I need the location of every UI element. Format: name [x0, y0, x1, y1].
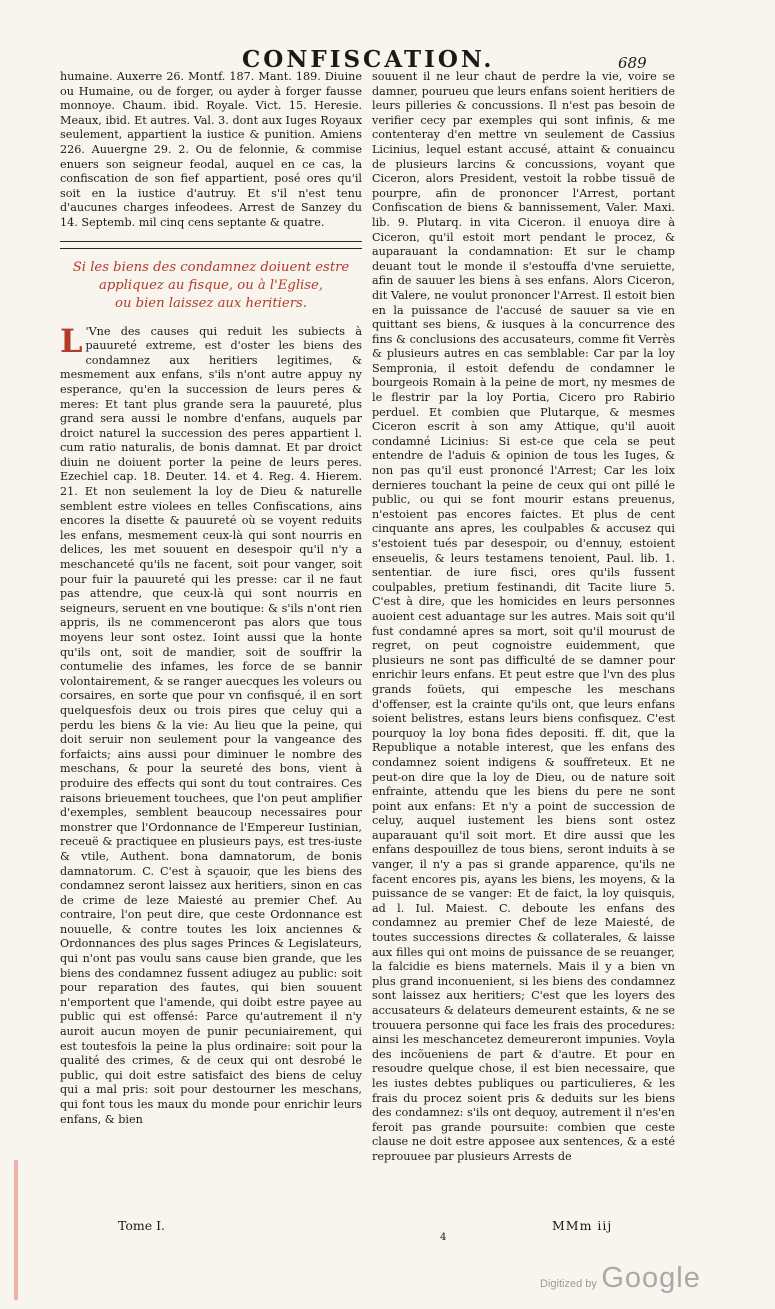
digitized-watermark — [540, 1262, 701, 1295]
section-heading-line-1: Si les biens des condamnez doiuent estre — [72, 259, 350, 275]
watermark-by: Digitized by — [540, 1278, 597, 1290]
left-body-paragraph — [60, 321, 362, 1128]
section-divider — [60, 241, 362, 249]
right-column — [372, 70, 675, 1165]
red-margin-stain — [14, 1160, 18, 1300]
left-body-text: 'Vne des causes qui reduit les subiects à pauureté extreme, est d'oster les biens des condamnez aux heritiers legitimes, & mesmement aux enfans, s'ils n'ont autre appuy ny esperance, qu'en la succession de leurs peres & meres: Et tant plus grande sera la pauureté, plus grand sera aussi le nombre d'enfans, auquels par droict naturel la succession des peres appartient l. cum ratio naturalis, de bonis damnat. Et par droict diuin ne doiuent porter la peine de leurs peres. Ezechiel cap. 18. Deuter. 14. et 4. Reg. 4. Hierem. 21. Et non seulement la loy de Dieu & naturelle semblent estre violees en telles Confiscations, ains encores la disette & pauureté où se voyent reduits les enfans, mesmement ceux-là qui sont nourris en delices, les met souuent en desespoir qu'il n'y a meschanceté qu'ils ne facent, soit pour vanger, soit pour fuir la pauureté qui les presse: car il ne faut pas attendre, que ceux-là qui sont nourris en seigneurs, seruent en vne boutique: & s'ils n'ont rien appris, ils ne commenceront pas alors que tous moyens leur sont ostez. Ioint aussi que la honte qu'ils ont, soit de mandier, soit de souffrir la contumelie des infames, les force de se bannir volontairement, & se ranger auecques les voleurs ou corsaires, en sorte que pour vn confisqué, il en sort quelquesfois deux ou trois pires que celuy qui a perdu les biens & la vie: Au lieu que la peine, qui doit seruir non seulement pour la vangeance des forfaicts; ains aussi pour diminuer le nombre des meschans, & pour la seureté des bons, vient à produire des effects qui sont du tout contraires. Ces raisons brieuement touchees, que l'on peut amplifier d'exemples, semblent beaucoup necessaires pour monstrer que l'Ordonnance de l'Empereur Iustinian, receuë & practiquee en plusieurs pays, est tres-iuste & vtile, Authent. bona damnatorum, de bonis damnatorum. C. C'est à sçauoir, que les biens des condamnez seront laissez aux heritiers, sinon en cas de crime de leze Maiesté au premier Chef. Au contraire, l'on peut dire, que ceste Ordonnance est nouuelle, & contre toutes les loix anciennes & Ordonnances des plus sages Princes & Legislateurs, qui n'ont pas voulu sans cause bien grande, que les biens des condamnez fussent adiugez au public: soit pour reparation des fautes, qui bien souuent n'emportent que l'amende, qui doibt estre payee au public qui est offensé: Parce qu'autrement il n'y auroit aucun moyen de punir pecuniairement, qui est toutesfois la peine la plus ordinaire: soit pour la qualité des crimes, & de ceux qui ont desrobé le public, qui doit estre satisfaict des biens de celuy qui a mal pris: soit pour destourner les meschans, qui font tous les maux du monde pour enrichir leurs enfans, & bien — [60, 324, 362, 1126]
section-heading-line-2: appliquez au fisque, ou à l'Eglise, — [98, 277, 324, 293]
page-number: 689 — [618, 54, 647, 72]
footer-signature: MMm iij — [552, 1218, 613, 1233]
left-top-paragraph: humaine. Auxerre 26. Montf. 187. Mant. 189. Diuine ou Humaine, ou de forger, ou ayder à forger fausse monnoye. Chaum. ibid. Royale. Vict. 15. Heresie. Meaux, ibid. Et autres. Val. 3. dont aux Iuges Royaux seulement, appartient la iustice & punition. Amiens 226. Auuergne 29. 2. Ou de felonnie, & commise enuers son seigneur feodal, auquel en ce cas, la confiscation de son fief appartient, posé ores qu'il soit en la iustice d'autruy. Et s'il n'est tenu d'aucunes charges infeodees. Arrest de Sanzey du 14. Septemb. mil cinq cens septante & quatre. — [60, 70, 362, 229]
drop-cap: L — [60, 321, 83, 360]
footer-volume: Tome I. — [118, 1218, 166, 1233]
google-logo: Google — [601, 1262, 701, 1294]
running-header-title: CONFISCATION. — [242, 46, 495, 73]
section-heading — [66, 259, 356, 313]
section-heading-line-3: ou bien laissez aux heritiers. — [115, 295, 307, 311]
footer-mark: 4 — [440, 1232, 447, 1243]
left-column — [60, 70, 362, 1127]
right-body-paragraph: souuent il ne leur chaut de perdre la vie, voire se damner, pourueu que leurs enfans soient heritiers de leurs pilleries & concussions. Il n'est pas besoin de verifier cecy par exemples qui sont infinis, & me contenteray d'en mettre vn seulement de Cassius Licinius, lequel estant accusé, attaint & conuaincu de plusieurs larcins & concussions, voyant que Ciceron, alors President, vestoit la robbe tissuë de pourpre, afin de prononcer l'Arrest, portant Confiscation de biens & bannissement, Valer. Maxi. lib. 9. Plutarq. in vita Ciceron. il enuoya dire à Ciceron, qu'il estoit mort pendant le procez, & auparauant la condamnation: Et sur le champ deuant tout le monde il s'estouffa d'vne seruiette, afin de sauuer les biens à ses enfans. Alors Ciceron, dit Valere, ne voulut prononcer l'Arrest. Il estoit bien en la puissance de l'accusé de sauuer sa vie en quittant ses biens, & iusques à la concurrence des fins & conclusions des accusateurs, comme fit Verrès & plusieurs autres en cas semblable: Car par la loy Sempronia, il estoit defendu de condamner le bourgeois Romain à la peine de mort, ny mesmes de le flestrir par la loy Portia, Cicero pro Rabirio perduel. Et combien que Plutarque, & mesmes Ciceron escrit à son amy Attique, qu'il auoit condamné Licinius: Si est-ce que cela se peut entendre de l'aduis & opinion de tous les Iuges, & non pas qu'il eust prononcé l'Arrest; Car les loix dernieres touchant la peine de ceux qui ont pillé le public, ou qui se font mourir estans preuenus, n'estoient pas encores faictes. Et plus de cent cinquante ans apres, les coulpables & accusez qui s'estoient tués par desespoir, ou d'ennuy, estoient enseuelis, & leurs testamens tenoient, Paul. lib. 1. sententiar. de iure fisci, ores qu'ils fussent coulpables, pretium festinandi, dit Tacite liure 5. C'est à dire, que les homicides en leurs personnes auoient cest aduantage sur les autres. Mais soit qu'il fust condamné apres sa mort, soit qu'il mourust de regret, on peut cognoistre euidemment, que plusieurs ne sont pas difficulté de se damner pour enrichir leurs enfans. Et peut estre que l'vn des plus grands foüets, qui empesche les meschans d'offenser, est la crainte qu'ils ont, que leurs enfans soient belistres, estans leurs biens confisquez. C'est pourquoy la loy bona fides depositi. ff. dit, que la Republique a notable interest, que les enfans des condamnez soient indigens & souffreteux. Et ne peut-on dire que la loy de Dieu, ou de nature soit enfrainte, attendu que les biens du pere ne sont point aux enfans: Et n'y a point de succession de celuy, auquel iustement les biens sont ostez auparauant qu'il soit mort. Et dire aussi que les enfans despouillez de tous biens, seront induits à se vanger, il n'y a pas si grande apparence, qu'ils ne facent encores pis, ayans les biens, les moyens, & la puissance de se vanger: Et de faict, la loy quisquis, ad l. Iul. Maiest. C. deboute les enfans des condamnez au premier Chef de leze Maiesté, de toutes successions directes & collaterales, & laisse aux filles qui ont moins de puissance de se reuanger, la falcidie es biens maternels. Mais il y a bien vn plus grand inconuenient, si les biens des condamnez sont laissez aux heritiers; C'est que les loyers des accusateurs & delateurs demeurent estaints, & ne se trouuera personne qui face les frais des procedures: ainsi les meschancetez demeureront impunies. Voyla des incõueniens de part & d'autre. Et pour en resoudre quelque chose, il est bien necessaire, que les iustes debtes publiques ou particulieres, & les frais du procez soient pris & deduits sur les biens des condamnez: s'ils ont dequoy, autrement il n'es'en feroit pas grande poursuite: combien que ceste clause ne doit estre apposee aux sentences, & a esté reprouuee par plusieurs Arrests de — [372, 70, 675, 1163]
